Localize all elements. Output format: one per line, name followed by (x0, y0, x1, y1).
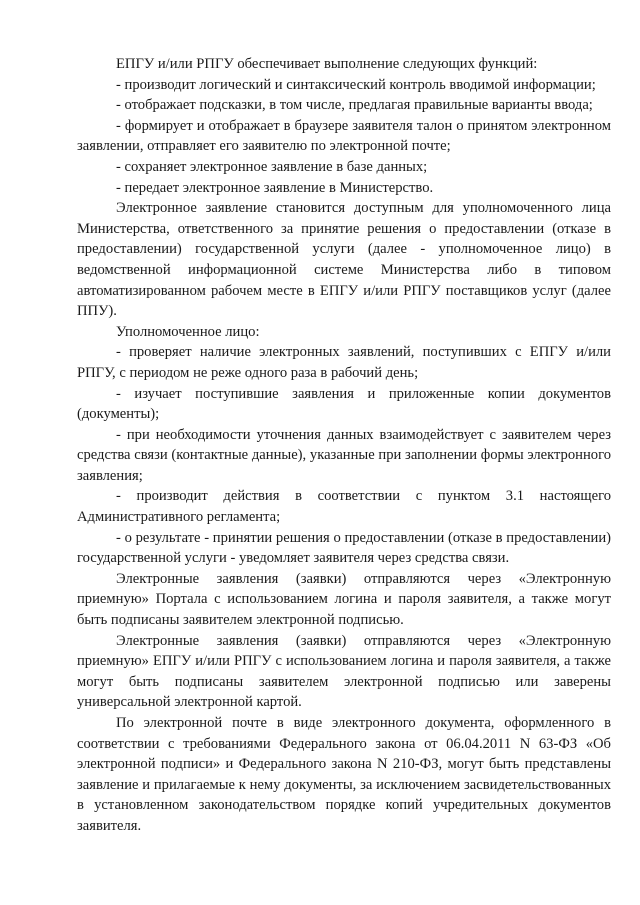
paragraph-functions-intro: ЕПГУ и/или РПГУ обеспечивает выполнение следующих функций: (116, 56, 538, 72)
paragraph-availability: Электронное заявление становится доступным для уполномоченного лица Министерства, ответственного за принятие решения о предоставлении (отказе в предоставлении) государственной услуги (далее - уполномоченное лицо) в ведомственной информационной системе Министерства либо в типовом автоматизированном рабочем месте в ЕПГУ и/или РПГУ поставщиков услуг (далее ППУ). (77, 200, 611, 320)
paragraph-portal-reception: Электронные заявления (заявки) отправляются через «Электронную приемную» Портала с использованием логина и пароля заявителя, а также могут быть подписаны заявителем электронной подписью. (77, 570, 611, 629)
list-item-receipt: - формирует и отображает в браузере заявителя талон о принятом электронном заявлении, отправляет его заявителю по электронной почте; (77, 117, 611, 155)
paragraph-epgu-reception: Электронные заявления (заявки) отправляются через «Электронную приемную» ЕПГУ и/или РПГУ с использованием логина и пароля заявителя, а также могут быть подписаны заявителем электронной подписью или заверены универсальной электронной картой. (77, 632, 611, 711)
list-item-check: - проверяет наличие электронных заявлений, поступивших с ЕПГУ и/или РПГУ, с периодом не реже одного раза в рабочий день; (77, 344, 611, 381)
list-item-hints: - отображает подсказки, в том числе, предлагая правильные варианты ввода; (116, 97, 593, 114)
list-item-clarify: - при необходимости уточнения данных взаимодействует с заявителем через средства связи (контактные данные), указанные при заполнении формы электронного заявления; (77, 426, 611, 484)
list-item-transfer: - передает электронное заявление в Министерство. (116, 179, 434, 196)
paragraph-authorized-person: Уполномоченное лицо: (116, 323, 260, 340)
paragraph-email: По электронной почте в виде электронного документа, оформленного в соответствии с требованиями Федерального закона от 06.04.2011 N 63-ФЗ «Об электронной подписи» и Федерального закона N 210-ФЗ, могут быть представлены заявление и прилагаемые к нему документы, за исключением засвидетельствованных в установленном законодательством порядке копий учредительных документов заявителя. (77, 715, 611, 834)
list-item-actions: - производит действия в соответствии с пунктом 3.1 настоящего Административного регламента; (77, 488, 611, 526)
document-body (77, 54, 611, 837)
list-item-notify: - о результате - принятии решения о предоставлении (отказе в предоставлении) государственной услуги - уведомляет заявителя через средства связи. (77, 529, 611, 567)
list-item-save: - сохраняет электронное заявление в базе данных; (116, 158, 428, 175)
list-item-study: - изучает поступившие заявления и приложенные копии документов (документы); (77, 385, 611, 423)
list-item-logical-control: - производит логический и синтаксический контроль вводимой информации; (116, 76, 596, 93)
